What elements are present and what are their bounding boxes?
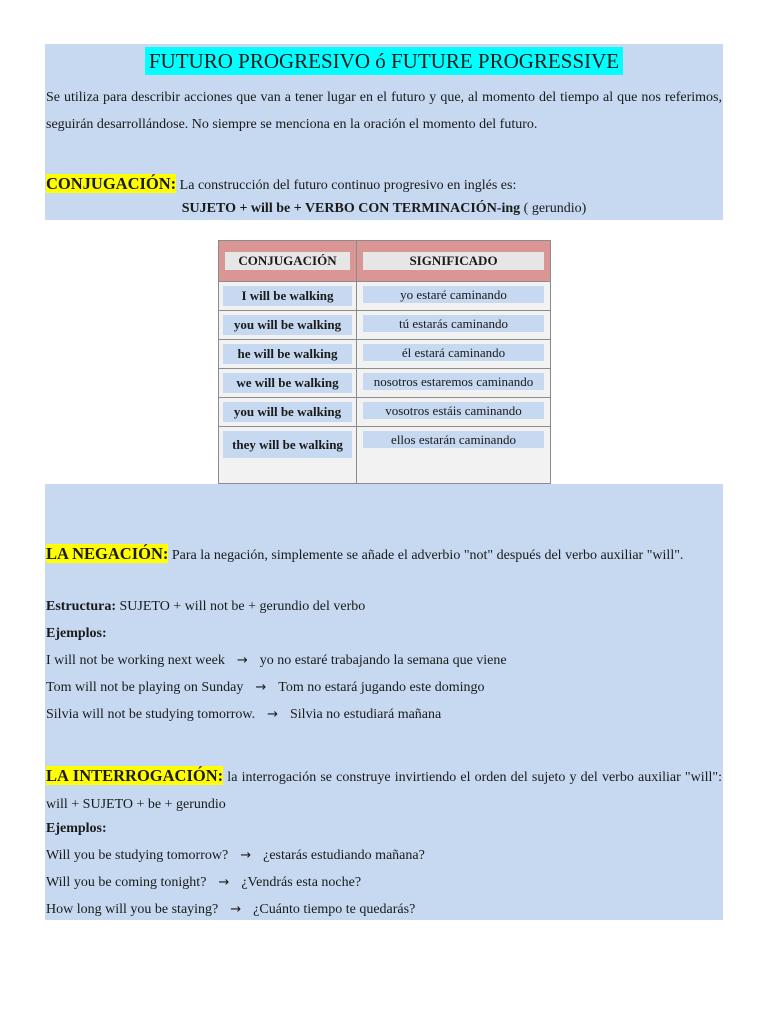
structure-label: Estructura: (46, 599, 116, 614)
example-spanish: yo no estaré trabajando la semana que viene (259, 653, 507, 668)
table-cell-spanish: yo estaré caminando (363, 286, 544, 303)
table-cell-spanish: él estará caminando (363, 344, 544, 361)
interrogation-example (46, 900, 415, 920)
table-row (219, 427, 551, 484)
negation-example (46, 678, 485, 698)
example-english: Will you be coming tonight? (46, 875, 207, 890)
table-row (219, 282, 551, 311)
negation-structure (46, 597, 365, 617)
table-header-conjugacion: CONJUGACIÓN (219, 241, 357, 282)
interrogation-heading: LA INTERROGACIÓN: (46, 766, 224, 785)
page-title: FUTURO PROGRESIVO ó FUTURE PROGRESSIVE (145, 47, 623, 75)
conjugation-heading: CONJUGACIÓN: (46, 174, 177, 193)
table-cell-spanish: nosotros estaremos caminando (363, 373, 544, 390)
arrow-right-icon: → (255, 680, 267, 695)
arrow-right-icon: → (240, 848, 252, 863)
interrogation-examples-label: Ejemplos: (46, 821, 107, 836)
conjugation-text: La construcción del futuro continuo progresivo en inglés es: (176, 178, 517, 193)
conjugation-table (218, 240, 551, 484)
example-spanish: ¿Cuánto tiempo te quedarás? (253, 902, 416, 917)
table-cell-english: I will be walking (223, 286, 352, 306)
formula-bold: SUJETO + will be + VERBO CON TERMINACIÓN-ing (181, 201, 521, 216)
structure-text: SUJETO + will not be + gerundio del verbo (116, 599, 366, 614)
table-row (219, 340, 551, 369)
interrogation-example (46, 873, 361, 893)
example-english: Tom will not be playing on Sunday (46, 680, 244, 695)
example-spanish: Tom no estará jugando este domingo (278, 680, 485, 695)
example-spanish: ¿Vendrás esta noche? (241, 875, 362, 890)
arrow-right-icon: → (218, 875, 230, 890)
example-spanish: ¿estarás estudiando mañana? (263, 848, 425, 863)
negation-example (46, 651, 507, 671)
example-english: How long will you be staying? (46, 902, 219, 917)
table-cell-english: you will be walking (223, 315, 352, 335)
conjugation-section (46, 170, 722, 199)
interrogation-section (46, 762, 722, 818)
table-cell-english: he will be walking (223, 344, 352, 364)
negation-examples-label: Ejemplos: (46, 626, 107, 641)
table-cell-spanish: vosotros estáis caminando (363, 402, 544, 419)
example-spanish: Silvia no estudiará mañana (290, 707, 442, 722)
negation-example (46, 705, 441, 725)
example-english: Silvia will not be studying tomorrow. (46, 707, 256, 722)
table-cell-english: we will be walking (223, 373, 352, 393)
table-cell-spanish: tú estarás caminando (363, 315, 544, 332)
table-cell-english: you will be walking (223, 402, 352, 422)
example-english: Will you be studying tomorrow? (46, 848, 229, 863)
table-cell-spanish: ellos estarán caminando (363, 431, 544, 448)
arrow-right-icon: → (230, 902, 242, 917)
negation-text: Para la negación, simplemente se añade el adverbio "not" después del verbo auxiliar "will". (168, 548, 684, 563)
table-row (219, 311, 551, 340)
table-header-significado: SIGNIFICADO (357, 241, 551, 282)
intro-paragraph: Se utiliza para describir acciones que van a tener lugar en el futuro y que, al momento del tiempo al que nos referimos, seguirán desarrollándose. No siempre se menciona en la oración el momento del futuro. (46, 90, 722, 132)
arrow-right-icon: → (236, 653, 248, 668)
table-cell-english: they will be walking (223, 431, 352, 458)
table-row (219, 398, 551, 427)
table-row (219, 369, 551, 398)
interrogation-example (46, 846, 425, 866)
negation-heading: LA NEGACIÓN: (46, 544, 169, 563)
negation-section (46, 540, 722, 569)
arrow-right-icon: → (267, 707, 278, 722)
example-english: I will not be working next week (46, 653, 225, 668)
formula (0, 201, 768, 217)
formula-rest: ( gerundio) (520, 201, 587, 216)
interrogation-text: la interrogación se construye invirtiendo el orden del sujeto y del verbo auxiliar "will": will + SUJETO + be + gerundio (46, 770, 722, 812)
